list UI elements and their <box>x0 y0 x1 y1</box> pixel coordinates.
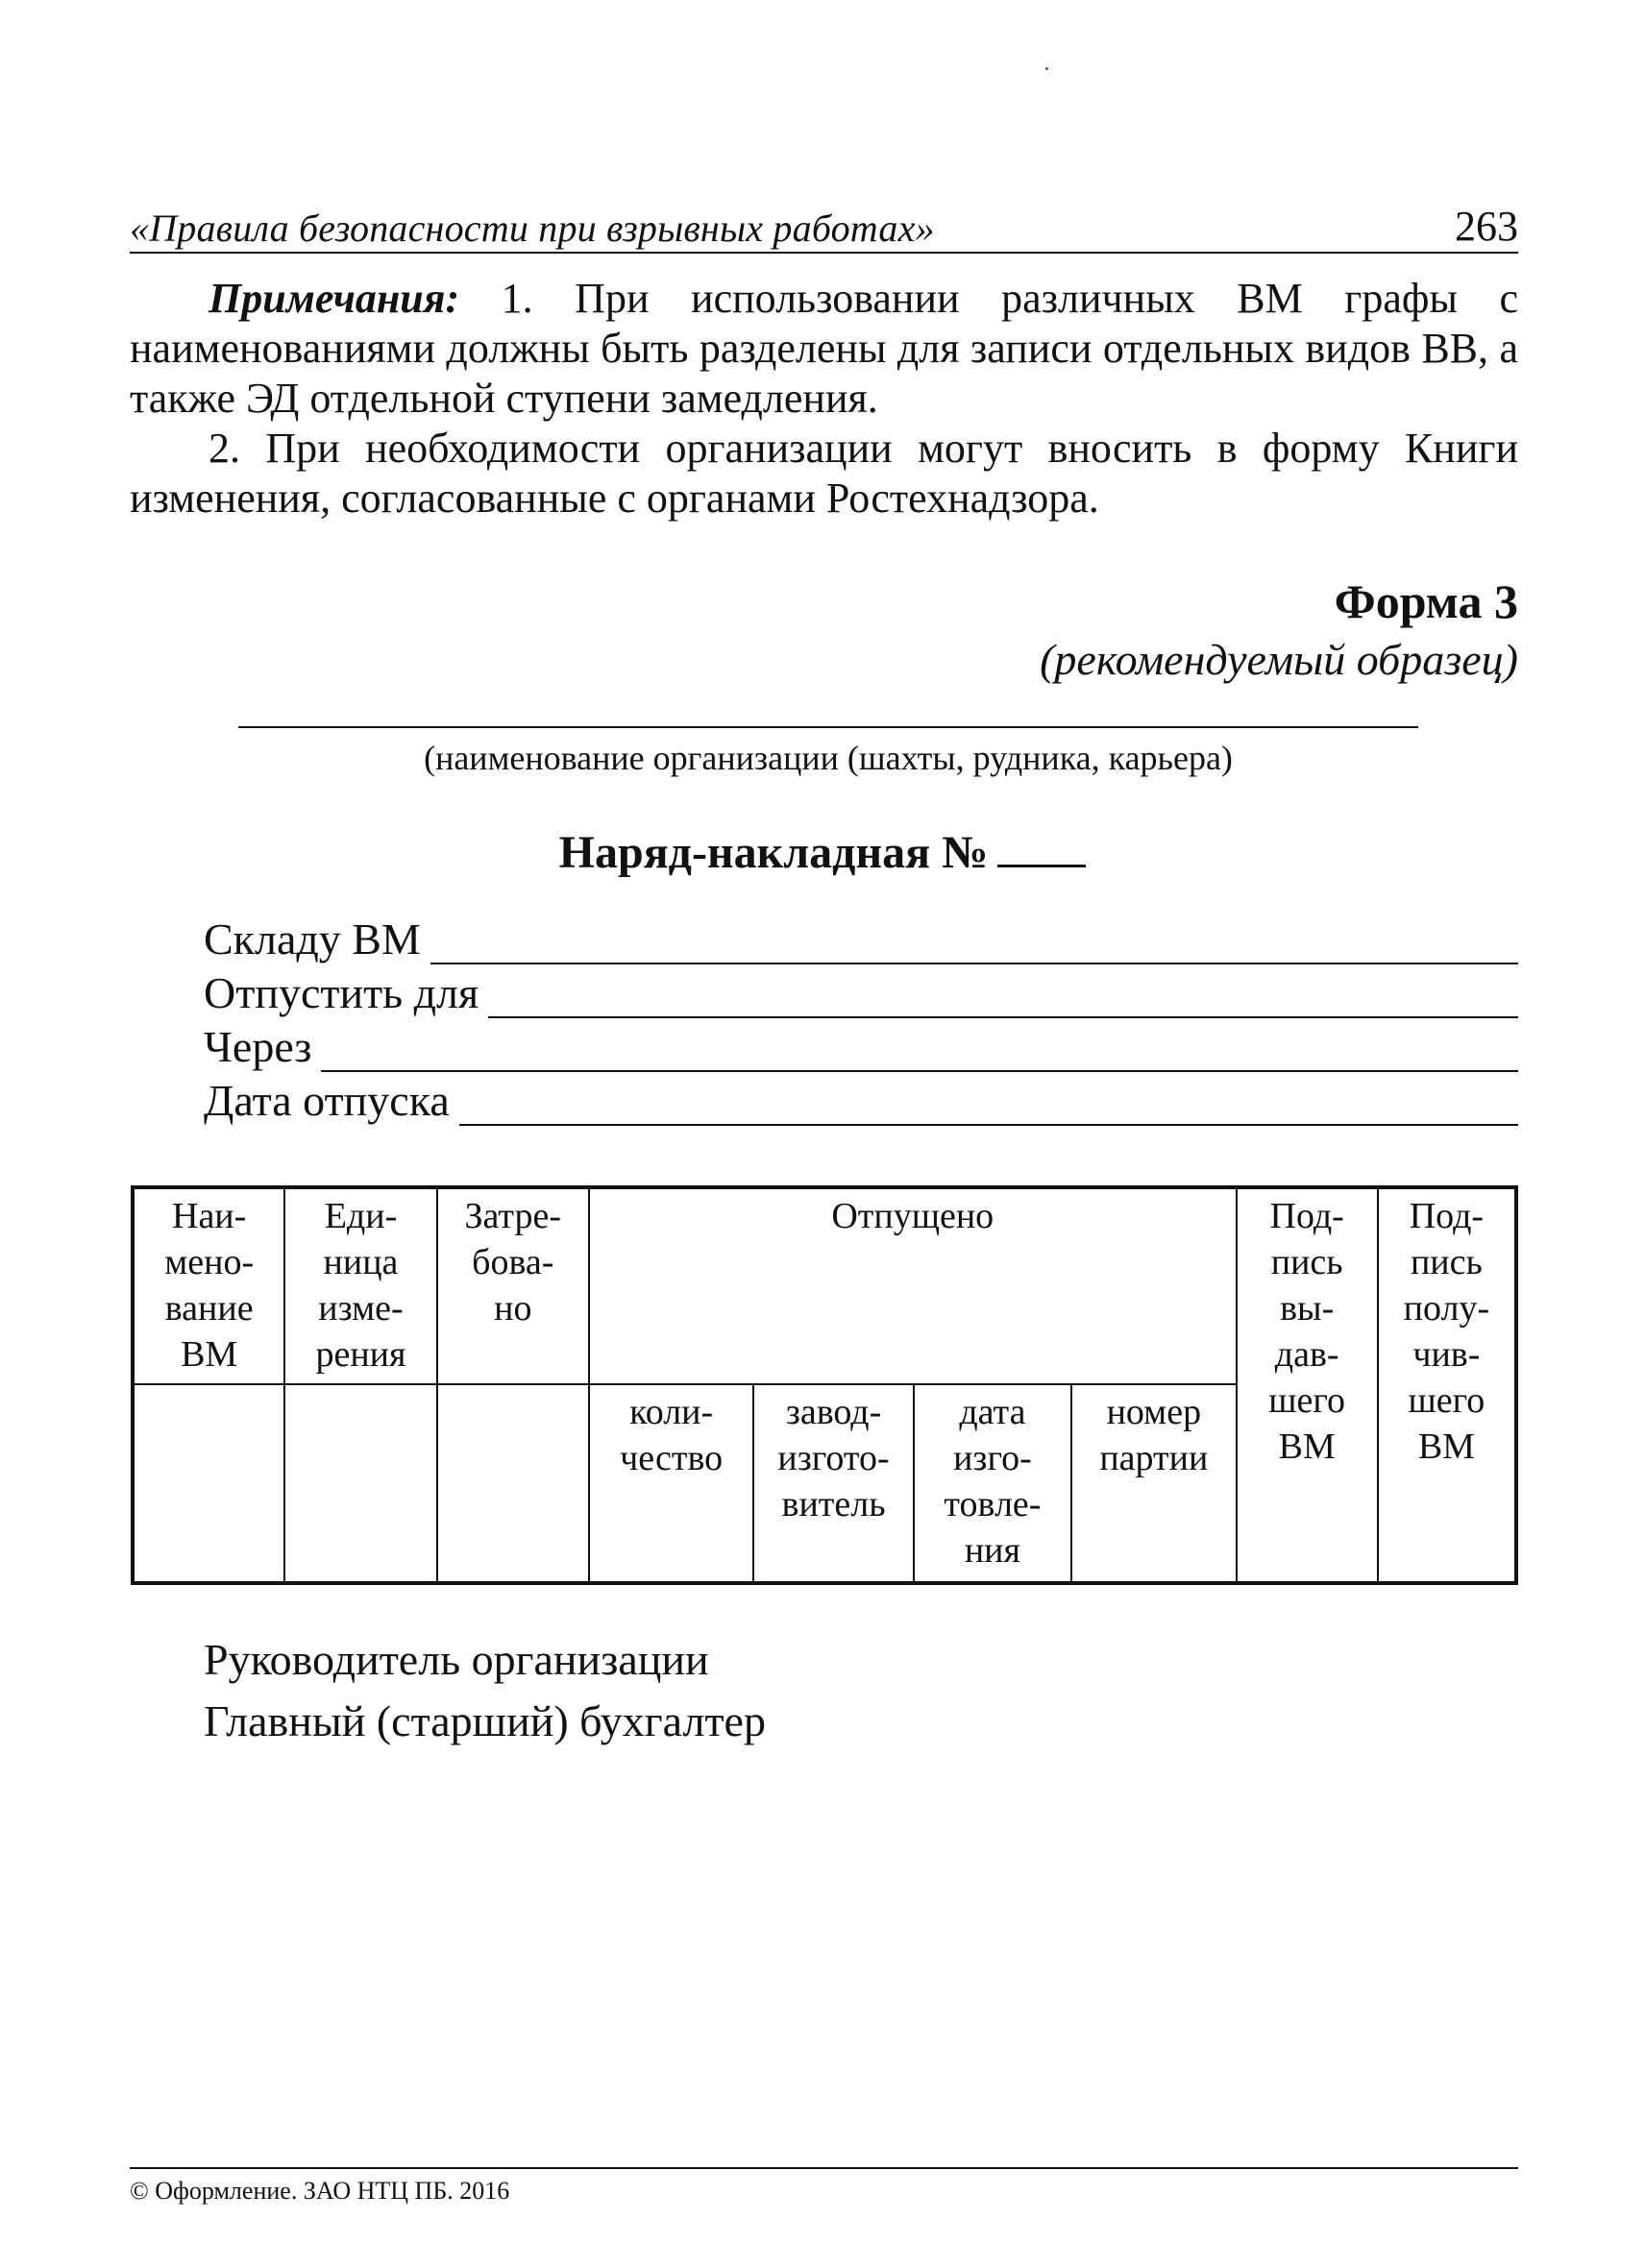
blank-cell-name <box>133 1384 284 1583</box>
note-1 <box>130 274 1518 424</box>
subheader-cell-manufacturer: завод- изгото- витель <box>753 1384 913 1583</box>
header-cell-unit: Еди- ница изме- рения <box>284 1187 436 1384</box>
field-release-date-blank <box>459 1085 1518 1126</box>
scan-speck <box>1045 67 1048 70</box>
note-1-text: 1. При использовании различных ВМ графы с наименованиями должны быть разделены для записи отдельных видов ВВ, а также ЭД отдельной ступени замедления. <box>130 275 1518 422</box>
form-subtitle: (рекомендуемый образец) <box>1040 635 1518 684</box>
field-warehouse <box>204 911 1518 964</box>
header-cell-name: Наи- мено- вание ВМ <box>133 1187 284 1384</box>
release-table <box>131 1185 1518 1585</box>
subheader-cell-batch: номер партии <box>1071 1384 1236 1583</box>
document-number-blank <box>997 828 1086 867</box>
field-warehouse-label: Складу ВМ <box>204 915 421 963</box>
header-cell-sign-receiver: Под- пись полу- чив- шего ВМ <box>1378 1187 1516 1583</box>
form-heading <box>1040 572 1518 689</box>
note-2: 2. При необходимости организации могут вносить в форму Книги изменения, согласованные с органами Ростехнадзора. <box>130 425 1518 522</box>
header-cell-released: Отпущено <box>589 1187 1237 1384</box>
notes-section <box>130 274 1518 524</box>
page-number: 263 <box>1455 203 1518 250</box>
header-cell-requested: Затре- бова- но <box>437 1187 589 1384</box>
form-number: Форма 3 <box>1334 574 1518 628</box>
field-release-for-blank <box>488 978 1518 1018</box>
field-via-label: Через <box>204 1022 312 1071</box>
field-release-for-label: Отпустить для <box>204 968 479 1017</box>
document-title <box>0 826 1645 879</box>
organization-name-line <box>238 726 1418 728</box>
field-release-date <box>204 1072 1518 1126</box>
header-title: «Правила безопасности при взрывных работах» <box>130 207 935 250</box>
subheader-cell-date: дата изго- товле- ния <box>914 1384 1071 1583</box>
field-via <box>204 1018 1518 1072</box>
document-title-text: Наряд-накладная № <box>558 827 989 878</box>
header-cell-sign-issuer: Под- пись вы- дав- шего ВМ <box>1237 1187 1378 1583</box>
field-release-for <box>204 964 1518 1018</box>
organization-caption: (наименование организации (шахты, рудника, карьера) <box>424 739 1233 777</box>
footer-copyright: © Оформление. ЗАО НТЦ ПБ. 2016 <box>130 2177 510 2205</box>
blank-cell-unit <box>284 1384 436 1583</box>
subheader-cell-quantity: коли- чество <box>589 1384 753 1583</box>
blank-cell-requested <box>437 1384 589 1583</box>
field-via-blank <box>321 1032 1518 1072</box>
footer-rule <box>130 2167 1518 2169</box>
signature-head: Руководитель организации <box>204 1635 709 1684</box>
signature-accountant: Главный (старший) бухгалтер <box>204 1696 766 1745</box>
field-release-date-label: Дата отпуска <box>204 1076 450 1125</box>
running-header <box>130 198 1518 254</box>
field-warehouse-blank <box>430 924 1518 964</box>
notes-label: Примечания: <box>209 275 460 322</box>
